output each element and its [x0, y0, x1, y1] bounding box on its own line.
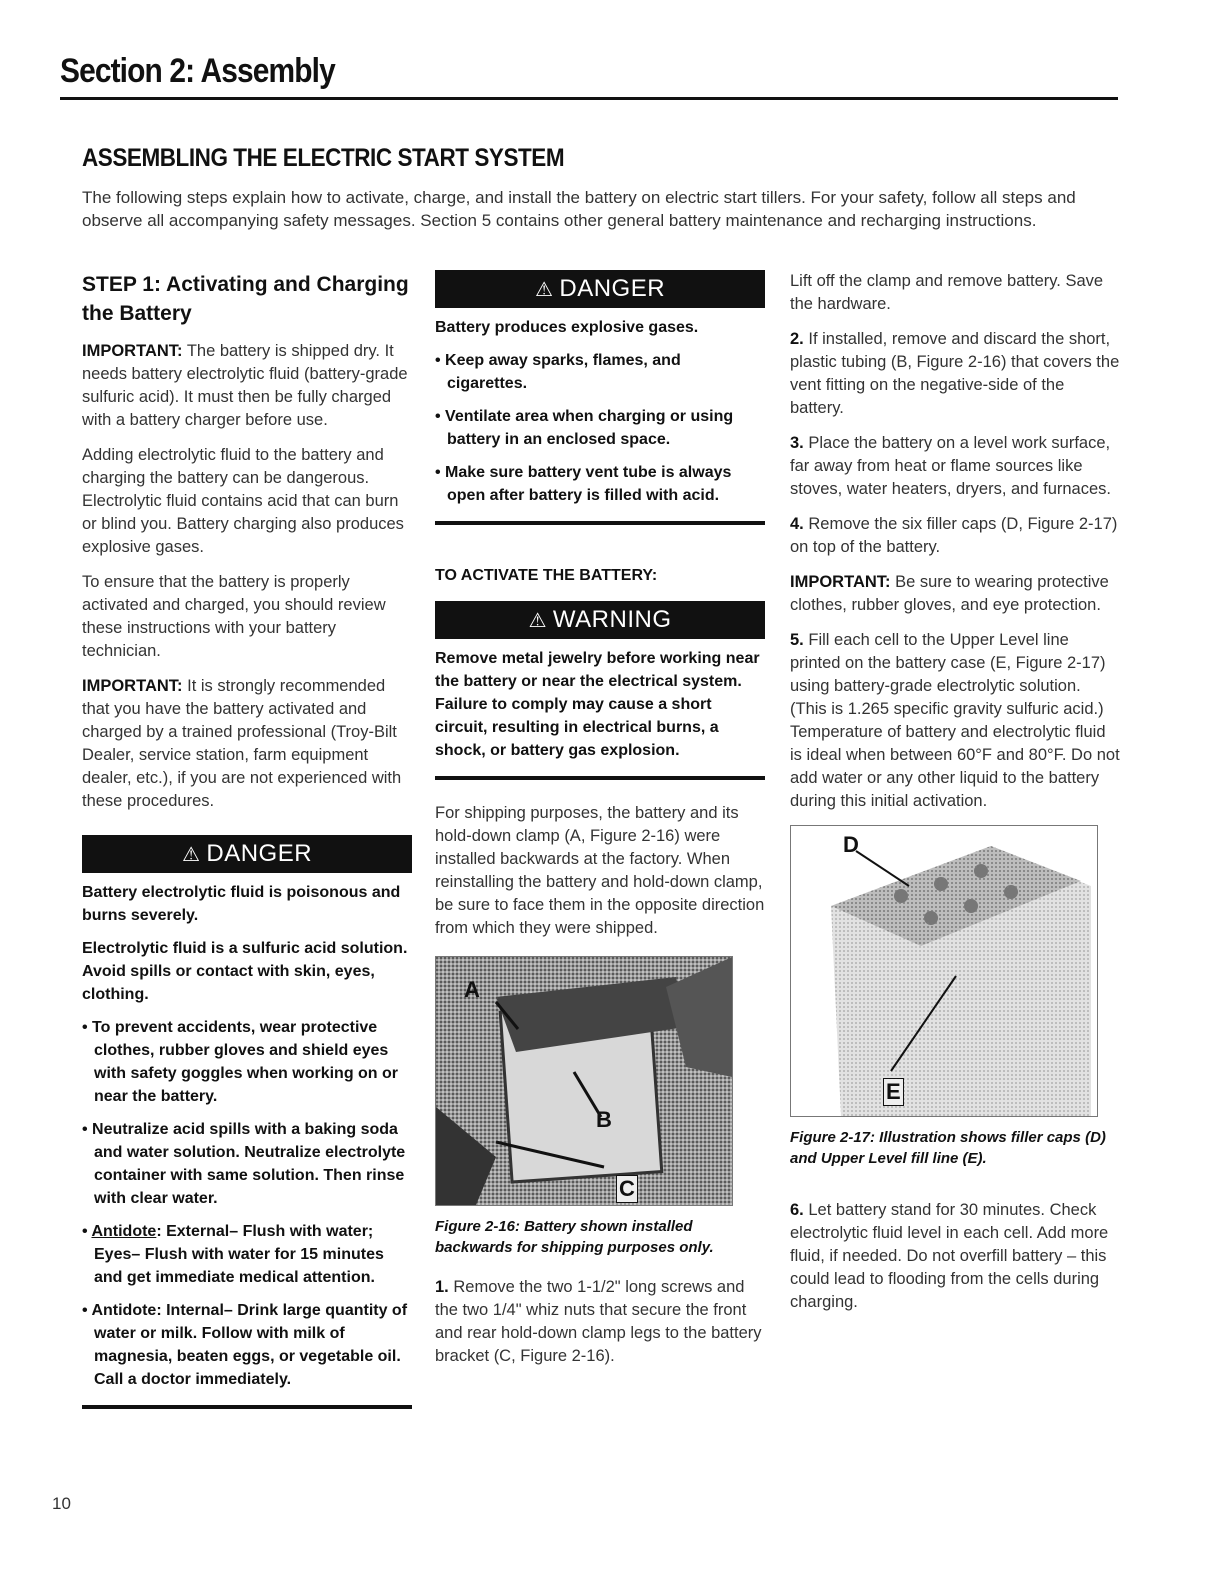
figure-label-e: E	[883, 1078, 904, 1106]
important-label: IMPORTANT:	[790, 573, 891, 591]
list-item: • Ventilate area when charging or using battery in an enclosed space.	[435, 408, 734, 448]
danger-text-2: Electrolytic fluid is a sulfuric acid solution. Avoid spills or contact with skin, eyes, clothing.	[82, 940, 408, 1003]
important-text: Be sure to wearing protective clothes, rubber gloves, and eye protection.	[790, 573, 1109, 614]
figure-label-c: C	[616, 1175, 638, 1203]
warning-banner-text: WARNING	[552, 606, 672, 633]
warning-box	[435, 601, 765, 780]
step-3-text: Place the battery on a level work surface, far away from heat or flame sources like stoves, water heaters, dryers, and furnaces.	[790, 434, 1111, 498]
step-4-text: Remove the six filler caps (D, Figure 2-17) on top of the battery.	[790, 515, 1118, 556]
danger-text: Battery produces explosive gases.	[435, 319, 699, 336]
list-item: • Make sure battery vent tube is always open after battery is filled with acid.	[435, 464, 732, 504]
step-number: 2.	[790, 330, 804, 348]
step1-paragraph-3: To ensure that the battery is properly activated and charged, you should review these instructions with your battery technician.	[82, 573, 386, 660]
step1-paragraph-1	[82, 340, 412, 432]
important-paragraph	[790, 571, 1120, 617]
page-header	[60, 52, 1118, 100]
step-1-continued: Lift off the clamp and remove battery. Save the hardware.	[790, 272, 1104, 313]
step-4-paragraph	[790, 513, 1120, 559]
danger-text-1: Battery electrolytic fluid is poisonous and burns severely.	[82, 884, 401, 924]
danger-banner-text: DANGER	[206, 840, 313, 867]
danger-banner-text: DANGER	[559, 275, 666, 302]
shipping-paragraph: For shipping purposes, the battery and its hold-down clamp (A, Figure 2-16) were installed backwards at the factory. When reinstalling the battery and hold-down clamp, be sure to face them in the opposite direction from which they were shipped.	[435, 804, 765, 937]
main-heading: ASSEMBLING THE ELECTRIC START SYSTEM	[82, 144, 565, 172]
step1-heading: STEP 1: Activating and Charging the Battery	[82, 273, 409, 325]
intro-paragraph: The following steps explain how to activate, charge, and install the battery on electric start tillers. For your safety, follow all steps and observe all accompanying safety messages. Section 5 contains other general battery maintenance and recharging instructions.	[82, 188, 1076, 230]
step-2-text: If installed, remove and discard the short, plastic tubing (B, Figure 2-16) that covers the vent fitting on the negative-side of the battery.	[790, 330, 1120, 417]
danger-bullet-list	[82, 1016, 412, 1391]
figure-label-a: A	[464, 977, 480, 1002]
step-3-paragraph	[790, 432, 1120, 501]
step1-paragraph-2: Adding electrolytic fluid to the battery and charging the battery can be dangerous. Electrolytic fluid contains acid that can burn or blind you. Battery charging also produces explosive gases.	[82, 446, 404, 556]
step-5-text: Fill each cell to the Upper Level line printed on the battery case (E, Figure 2-17) using battery-grade electrolytic solution. (This is 1.265 specific gravity sulfuric acid.) Temperature of battery and electrolytic fluid is ideal when between 60°F and 80°F. Do not add water or any other liquid to the battery during this initial activation.	[790, 631, 1120, 810]
antidote-label: Antidote	[91, 1223, 157, 1240]
step-1-text: Remove the two 1-1/2" long screws and the two 1/4" whiz nuts that secure the front and rear hold-down clamp legs to the battery bracket (C, Figure 2-16).	[435, 1278, 762, 1365]
list-item: • To prevent accidents, wear protective clothes, rubber gloves and shield eyes with safety goggles when working on or near the battery.	[82, 1019, 399, 1105]
list-item: • Neutralize acid spills with a baking soda and water solution. Neutralize electrolyte container with same solution. Then rinse with clear water.	[82, 1121, 406, 1207]
step-number: 4.	[790, 515, 804, 533]
step-1-paragraph	[435, 1276, 765, 1368]
warning-text: Remove metal jewelry before working near the battery or near the electrical system. Failure to comply may cause a short circuit, resulting in electrical burns, a shock, or battery gas explosion.	[435, 650, 760, 759]
danger-box-gases	[435, 270, 765, 525]
step-2-paragraph	[790, 328, 1120, 420]
list-item: • Antidote: Internal– Drink large quantity of water or milk. Follow with milk of magnesia, beaten eggs, or vegetable oil. Call a doctor immediately.	[82, 1302, 408, 1388]
column-left	[82, 270, 412, 1427]
figure-2-17	[790, 825, 1098, 1117]
figure-2-16	[435, 956, 733, 1206]
step-number: 5.	[790, 631, 804, 649]
important-label: IMPORTANT:	[82, 677, 183, 695]
step-number: 3.	[790, 434, 804, 452]
figure-2-16-caption: Figure 2-16: Battery shown installed backwards for shipping purposes only.	[435, 1218, 714, 1256]
figure-2-17-caption: Figure 2-17: Illustration shows filler caps (D) and Upper Level fill line (E).	[790, 1129, 1106, 1167]
step-number: 6.	[790, 1201, 804, 1219]
danger-box-electrolyte	[82, 835, 412, 1409]
figure-label-d: D	[843, 832, 859, 857]
danger-bullet-list	[435, 349, 765, 507]
warning-triangle-icon: ⚠	[534, 279, 554, 301]
danger-banner	[435, 270, 765, 308]
step-5-paragraph	[790, 629, 1120, 813]
step-6-text: Let battery stand for 30 minutes. Check electrolytic fluid level in each cell. Add more fluid, if needed. Do not overfill battery – this could lead to flooding from the cells during charging.	[790, 1201, 1109, 1311]
important-label: IMPORTANT:	[82, 342, 183, 360]
list-item: • Antidote: External– Flush with water; Eyes– Flush with water for 15 minutes and get immediate medical attention.	[82, 1223, 384, 1286]
danger-banner	[82, 835, 412, 873]
step-number: 1.	[435, 1278, 449, 1296]
warning-triangle-icon: ⚠	[181, 844, 201, 866]
step-6-paragraph	[790, 1199, 1120, 1314]
column-middle	[435, 270, 765, 1380]
step1-paragraph-4	[82, 675, 412, 813]
list-item: • Keep away sparks, flames, and cigarettes.	[435, 352, 681, 392]
battery-installed-photo	[436, 957, 732, 1205]
step1-text-4: It is strongly recommended that you have the battery activated and charged by a trained professional (Troy-Bilt Dealer, service station, farm equipment dealer, etc.), if you are not experienced with these procedures.	[82, 677, 402, 810]
warning-triangle-icon: ⚠	[528, 610, 547, 632]
page-number: 10	[52, 1494, 71, 1513]
column-right	[790, 270, 1120, 1326]
battery-illustration	[791, 826, 1097, 1116]
activate-heading: TO ACTIVATE THE BATTERY:	[435, 567, 658, 584]
warning-banner	[435, 601, 765, 639]
step1-text-1: The battery is shipped dry. It needs battery electrolytic fluid (battery-grade sulfuric acid). It must then be fully charged with a battery charger before use.	[82, 342, 408, 429]
section-title: Section 2: Assembly	[60, 52, 335, 90]
figure-label-b: B	[596, 1107, 612, 1132]
